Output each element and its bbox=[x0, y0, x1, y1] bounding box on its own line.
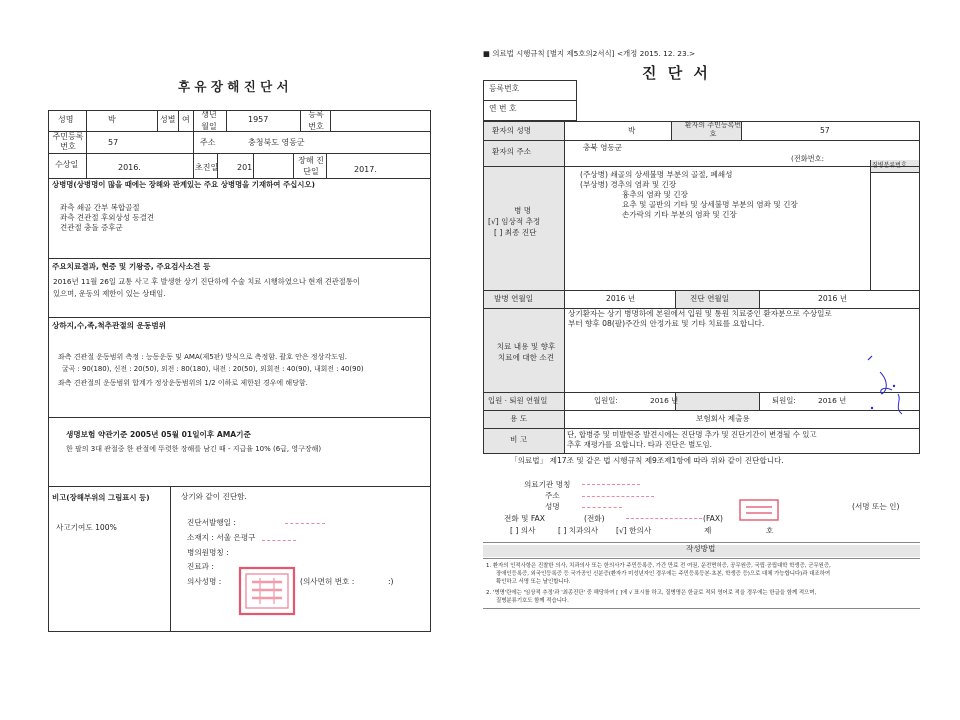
left-hospital-label: 병의원명칭 : bbox=[187, 548, 229, 557]
license-prefix: 제 bbox=[704, 526, 712, 535]
serial-label: 연 번 호 bbox=[489, 104, 517, 113]
left-location-label: 소재지 : 서울 은평구 bbox=[187, 533, 256, 542]
left-insurance-line: 한 팔의 3대 관절중 한 관절에 뚜렷한 장해를 남긴 때 - 지급율 10% (6급, 영구장해) bbox=[66, 445, 322, 453]
left-disease-line-2: 좌측 견관절 후외상성 동결견 bbox=[60, 213, 155, 222]
discharge-date-label: 퇴원일: bbox=[772, 396, 796, 405]
pen-check-mark bbox=[852, 350, 914, 420]
patient-addr-label: 환자의 주소 bbox=[492, 147, 532, 156]
left-license-close: :) bbox=[388, 577, 394, 586]
patient-name-value: 박 bbox=[628, 126, 636, 135]
left-doctor-label: 의사성명 : bbox=[187, 577, 222, 586]
disability-date-label: 장해 진단일 bbox=[298, 156, 324, 176]
sign-or-seal-label: (서명 또는 인) bbox=[852, 502, 900, 511]
left-redaction-mark bbox=[262, 540, 296, 541]
sig-address-label: 주소 bbox=[545, 491, 560, 500]
institution-label: 의료기관 명칭 bbox=[524, 480, 571, 489]
phone-label: (전화번호: bbox=[791, 154, 824, 163]
right-disease-line-4: 요추 및 골반의 기타 및 상세불명 부분의 염좌 및 긴장 bbox=[622, 200, 798, 209]
instruction-line-4: 2. '병명'란에는 '임상적 추정'과 '최종진단' 중 해당하여 [ ]에 √ 표시를 하고, 질병명은 한글로 적되 영어로 적을 경우에는 한글을 함께 적으며, bbox=[486, 590, 817, 596]
left-rom-line-1: 좌측 견관절 운동범위 측정 : 능동운동 및 AMA(제5판) 방식으로 측정함. 괄호 안은 정상각도임. bbox=[58, 353, 347, 361]
patient-addr-value: 충북 영동군 bbox=[583, 143, 623, 152]
sex-value: 여 bbox=[182, 115, 190, 124]
left-treatment-line-2: 있으며, 운동의 제한이 있는 상태임. bbox=[53, 289, 166, 298]
discharge-date-value: 2016 년 bbox=[818, 396, 847, 405]
right-disease-line-2: (부상병) 경추의 염좌 및 긴장 bbox=[580, 180, 677, 189]
injury-date-value: 2016. bbox=[118, 163, 141, 172]
addr-value: 충청북도 영동군 bbox=[248, 138, 305, 147]
admit-date-value: 2016 년 bbox=[650, 396, 679, 405]
instructions-title: 작성방법 bbox=[686, 544, 716, 553]
right-redaction-mark bbox=[582, 496, 654, 497]
right-remarks-line-1: 단, 합병증 및 미발현증 발견시에는 진단명 추가 및 진단기간이 변경될 수 있고 bbox=[567, 430, 817, 439]
instruction-line-1: 1. 환자의 인적사항은 진찰한 의사, 치과의사 또는 한의사가 주민등록증, 가간 만료 전 여권, 운전면허증, 공무원증, 국립·공립대학 학생증, 군무원증, bbox=[486, 563, 831, 569]
right-remarks-line-2: 추후 재평가를 요합니다. 타과 진단은 별도임. bbox=[567, 440, 712, 449]
onset-date-value: 2016 년 bbox=[606, 294, 636, 303]
name-label: 성명 bbox=[58, 115, 74, 124]
reg-no-label: 등록번호 bbox=[489, 84, 520, 93]
onset-date-label: 발병 연월일 bbox=[494, 294, 534, 303]
left-disease-line-3: 견관절 충돌 증후군 bbox=[60, 223, 123, 232]
first-exam-label: 초진일 bbox=[195, 163, 219, 172]
fax-paren: (FAX) bbox=[703, 514, 723, 523]
dentist-checkbox[interactable]: [ ] 치과의사 bbox=[558, 526, 599, 535]
left-issue-date-label: 진단서발행일 : bbox=[187, 518, 236, 527]
oriental-doctor-checkbox[interactable]: [√] 한의사 bbox=[616, 526, 652, 535]
left-disease-line-1: 좌측 쇄골 간부 복합골절 bbox=[60, 203, 140, 212]
patient-name-label: 환자의 성명 bbox=[492, 126, 532, 135]
instruction-line-2: 장애인등록증, 외국인등록증 등 국가공인 신분증(환자가 미성년자인 경우에는 주민등록등본·초본, 학생증 등)으로 대체 가능합니다)과 대조하여 bbox=[496, 571, 831, 577]
rrn-value: 57 bbox=[108, 138, 119, 147]
hospital-seal-stamp bbox=[236, 560, 298, 622]
doctor-checkbox[interactable]: [ ] 의사 bbox=[510, 526, 536, 535]
sex-label: 성별 bbox=[160, 115, 176, 124]
phone-paren: (전화) bbox=[584, 514, 605, 523]
right-redaction-mark bbox=[582, 484, 640, 485]
disability-date-value: 2017. bbox=[354, 165, 377, 174]
left-rom-line-3: 좌측 견관절의 운동범위 합계가 정상운동범위의 1/2 이하로 제한된 경우에 해당함. bbox=[58, 379, 308, 387]
sig-name-label: 성명 bbox=[545, 502, 560, 511]
left-doc-title: 후 유 장 해 진 단 서 bbox=[178, 79, 289, 94]
right-disease-line-1: (주상병) 쇄골의 상세불명 부분의 골절, 폐쇄성 bbox=[580, 170, 733, 179]
reg-label: 등록 번호 bbox=[308, 110, 324, 131]
left-remarks-label: 비고(장해부위의 그림표시 등) bbox=[52, 493, 150, 502]
disease-name-label: 병 명 bbox=[514, 206, 532, 215]
left-dept-label: 진료과 : bbox=[187, 562, 214, 571]
left-diagnosis-statement: 상기와 같이 진단함. bbox=[181, 492, 247, 501]
treatment-line-2: 부터 향후 08(팔)주간의 안정가료 및 기타 치료를 요합니다. bbox=[568, 319, 765, 328]
clinical-estimate-option[interactable]: [√] 임상적 추정 bbox=[488, 217, 541, 226]
left-rom-heading: 상하지,수,족,척추관절의 운동범위 bbox=[52, 321, 166, 330]
admit-date-label: 입원일: bbox=[594, 396, 618, 405]
diag-date-value: 2016 년 bbox=[818, 294, 848, 303]
right-doc-header: ■ 의료법 시행규칙 [별지 제5호의2서식] <개정 2015. 12. 23.> bbox=[483, 49, 696, 58]
left-remarks-value: 사고기여도 100% bbox=[56, 523, 117, 532]
left-rom-line-2: 굴곡 : 90(180), 신전 : 20(50), 외전 : 80(180), 내전 : 20(50), 외회전 : 40(90), 내회전 : 40(90) bbox=[62, 365, 364, 373]
right-remarks-label: 비 고 bbox=[510, 435, 528, 444]
patient-rrn-value: 57 bbox=[820, 126, 830, 135]
diag-date-label: 진단 연월일 bbox=[690, 294, 730, 303]
left-redaction-mark bbox=[285, 523, 325, 524]
instruction-line-3: 확인하고 서명 또는 날인합니다. bbox=[496, 579, 571, 585]
right-disease-line-5: 손가락의 기타 부분의 염좌 및 긴장 bbox=[622, 210, 737, 219]
birth-label: 생년 월일 bbox=[201, 110, 217, 131]
doctor-seal-stamp bbox=[738, 497, 780, 523]
right-disease-line-3: 흉추의 염좌 및 긴장 bbox=[622, 190, 688, 199]
left-license-label: (의사면허 번호 : bbox=[300, 577, 355, 586]
left-treatment-heading: 주요치료결과, 현증 및 기왕증, 주요검사소견 등 bbox=[52, 262, 211, 271]
treatment-line-1: 상기환자는 상기 병명하에 본원에서 입원 및 통원 치료중인 환자분으로 수상일로 bbox=[568, 309, 832, 318]
right-redaction-mark bbox=[626, 518, 702, 519]
birth-value: 1957 bbox=[248, 115, 269, 124]
disease-code-label: 질병분류번호 bbox=[872, 162, 907, 169]
patient-rrn-label: 환자의 주민등록번호 bbox=[684, 121, 742, 138]
left-insurance-heading: 생명보험 약관기준 2005년 05월 01일이후 AMA기준 bbox=[66, 430, 251, 439]
first-exam-value: 201 bbox=[237, 163, 253, 172]
legal-statement: 「의료법」 제17조 및 같은 법 시행규칙 제9조제1항에 따라 위와 같이 진단합니다. bbox=[510, 456, 784, 465]
right-redaction-mark bbox=[582, 507, 622, 508]
addr-label: 주소 bbox=[200, 138, 216, 147]
injury-date-label: 수상일 bbox=[55, 160, 79, 169]
name-value: 박 bbox=[108, 115, 116, 124]
left-disease-heading: 상병명(상병명이 많을 때에는 장해와 관계있는 주요 상병명을 기재하여 주십시오) bbox=[52, 180, 315, 189]
instruction-line-5: 질병분류기호도 함께 적습니다. bbox=[496, 598, 569, 604]
admit-discharge-label: 입원 · 퇴원 연월일 bbox=[488, 396, 548, 405]
purpose-value: 보험회사 제출용 bbox=[696, 414, 750, 423]
treatment-opinion-label: 치료 내용 및 향후 치료에 대한 소견 bbox=[496, 342, 556, 362]
right-doc-title: 진 단 서 bbox=[642, 64, 711, 82]
rrn-label: 주민등록 번호 bbox=[52, 132, 84, 151]
left-treatment-line-1: 2016년 11월 26일 교통 사고 후 발생한 상기 진단하에 수술 치료 시행하였으나 현재 견관절통이 bbox=[53, 277, 360, 286]
final-diagnosis-option[interactable]: [ ] 최종 진단 bbox=[494, 228, 537, 237]
purpose-label: 용 도 bbox=[510, 414, 528, 423]
license-suffix: 호 bbox=[766, 526, 774, 535]
phone-fax-label: 전화 및 FAX bbox=[504, 514, 545, 523]
